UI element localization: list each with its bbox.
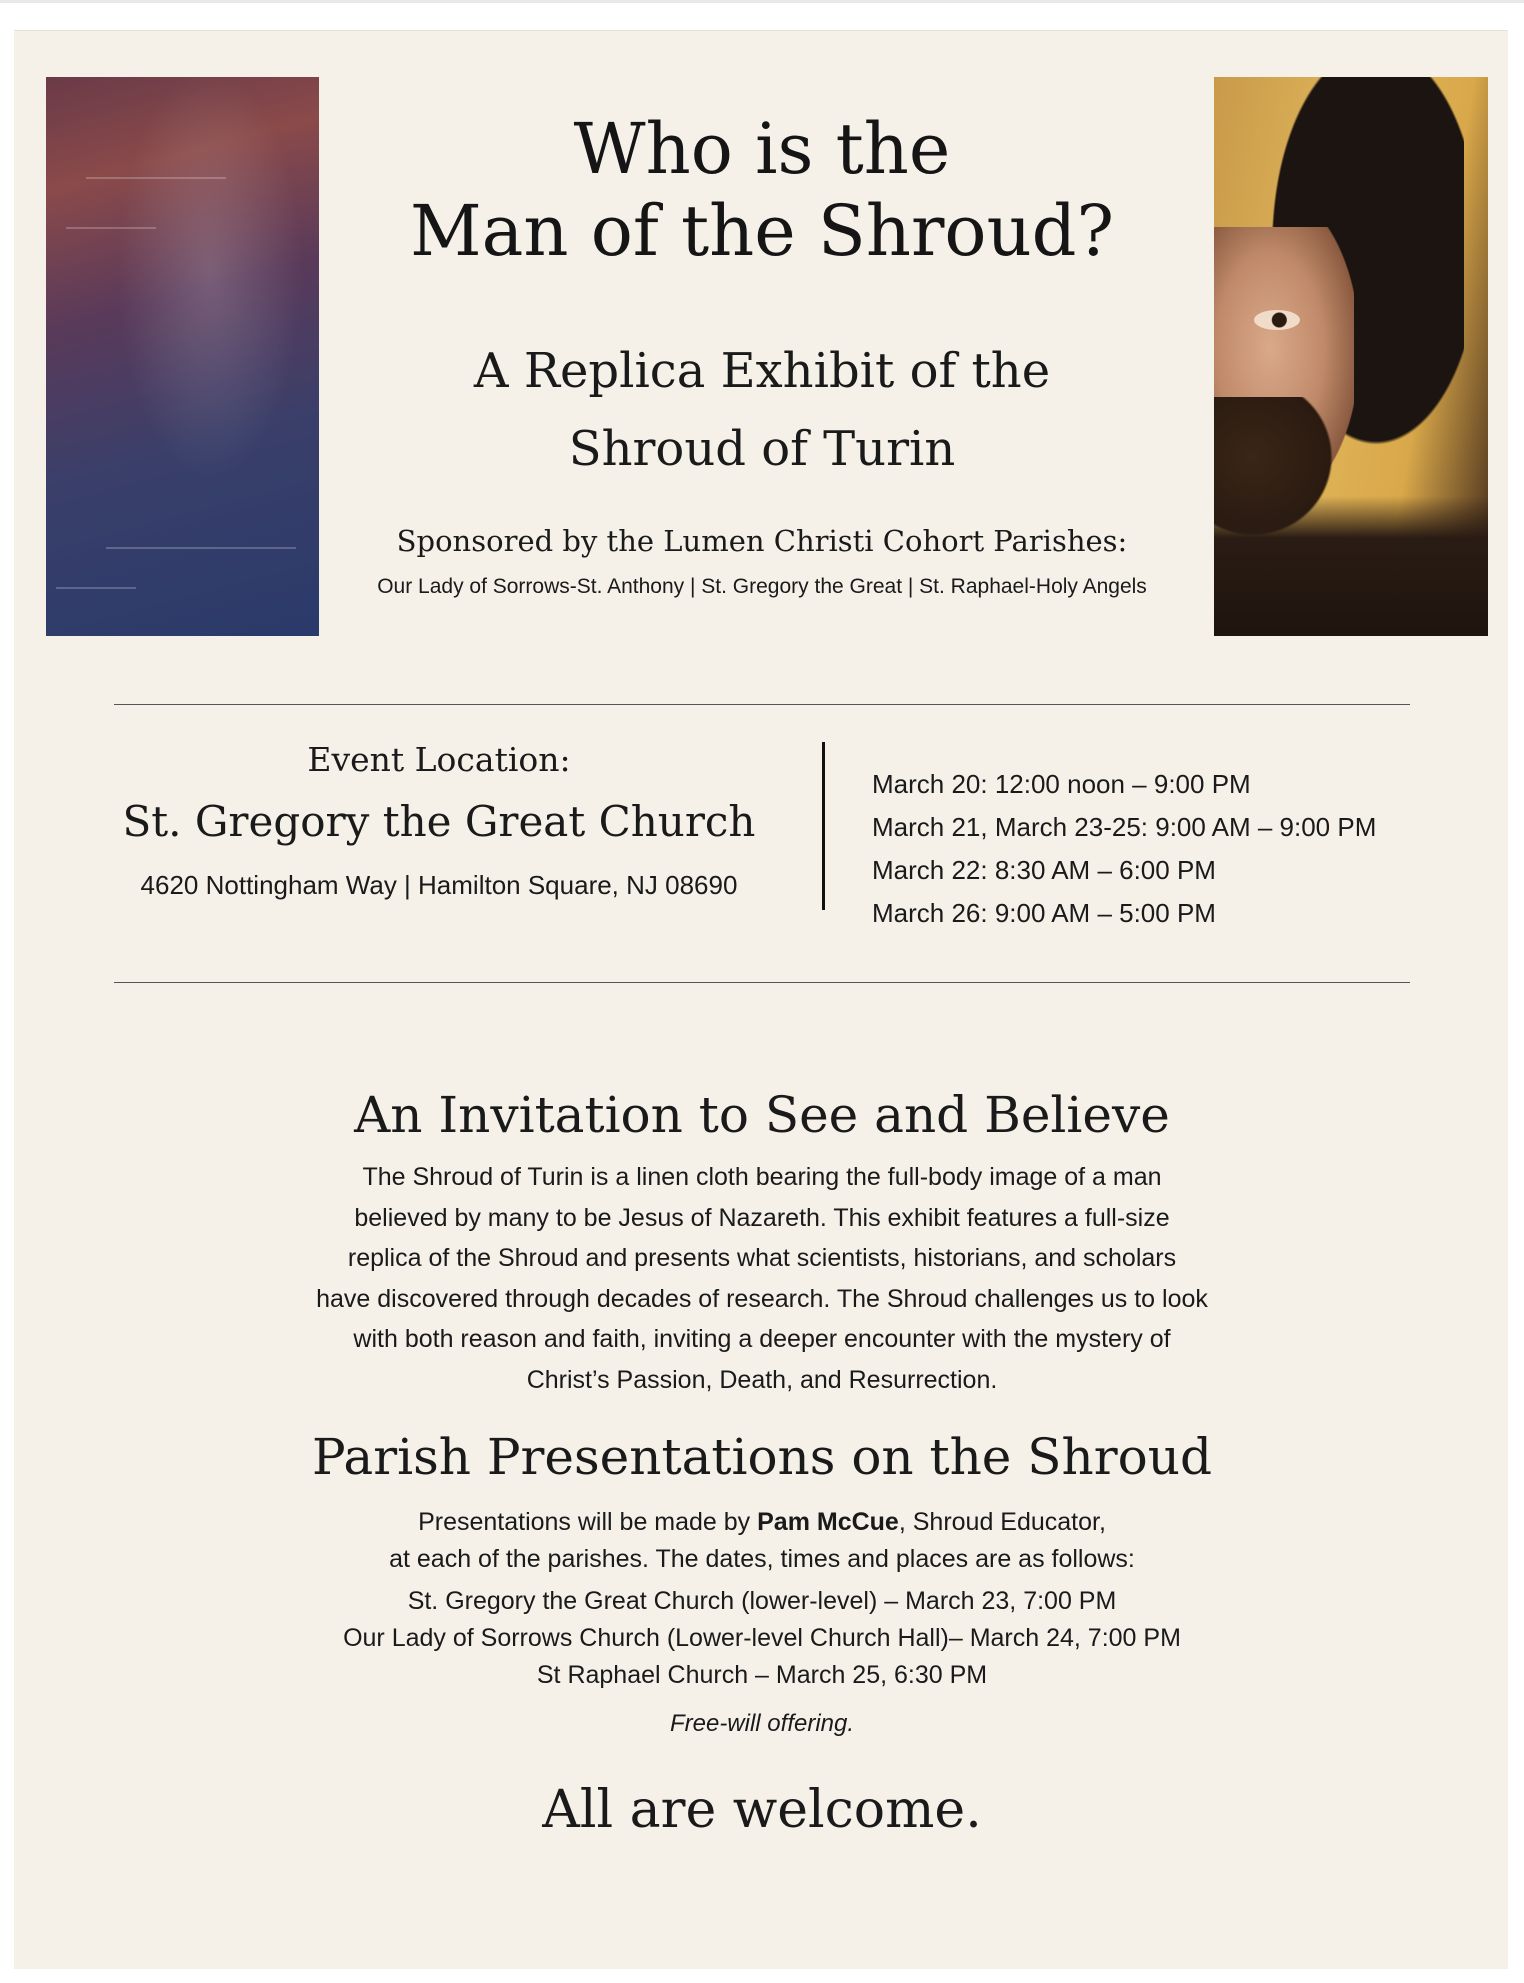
presentations-intro: Presentations will be made by Pam McCue, Shroud Educator, at each of the parishes. The dates, times and places are as follows: — [389, 1508, 1135, 1573]
flyer-title: Who is the Man of the Shroud? — [410, 108, 1114, 272]
vertical-divider — [822, 742, 825, 910]
hours-line: March 20: 12:00 noon – 9:00 PM — [872, 769, 1251, 799]
hours-line: March 21, March 23-25: 9:00 AM – 9:00 PM — [872, 812, 1377, 842]
hours-line: March 22: 8:30 AM – 6:00 PM — [872, 855, 1216, 885]
presenter-name: Pam McCue — [757, 1508, 899, 1536]
welcome-line: All are welcome. — [542, 1780, 982, 1840]
invitation-text: The Shroud of Turin is a linen cloth bearing the full-body image of a man believed by many to be Jesus of Nazareth. This exhibit features a full-size replica of the Shroud and presents what scientists, historians, and scholars have discovered through decades of research. The Shroud challenges us to look with both reason and faith, inviting a deeper encounter with the mystery of Christ’s Passion, Death, and Resurrection. — [316, 1163, 1208, 1394]
parish-list: Our Lady of Sorrows-St. Anthony | St. Gregory the Great | St. Raphael-Holy Angels — [377, 575, 1147, 598]
top-border — [0, 0, 1524, 3]
event-location — [114, 740, 764, 901]
schedule-item: St Raphael Church – March 25, 6:30 PM — [536, 1661, 988, 1689]
divider-top — [114, 704, 1410, 705]
eye-icon — [1254, 310, 1300, 330]
location-church: St. Gregory the Great Church — [122, 797, 756, 846]
presentations-heading: Parish Presentations on the Shroud — [312, 1428, 1212, 1486]
location-address: 4620 Nottingham Way | Hamilton Square, NJ 08690 — [140, 870, 738, 900]
sponsor-line: Sponsored by the Lumen Christi Cohort Parishes: — [396, 524, 1128, 558]
presentations-schedule — [0, 1583, 1524, 1694]
schedule-item: Our Lady of Sorrows Church (Lower-level Church Hall)– March 24, 7:00 PM — [343, 1624, 1181, 1652]
event-hours — [872, 763, 1376, 935]
invitation-heading: An Invitation to See and Believe — [354, 1086, 1170, 1144]
flyer-subtitle: A Replica Exhibit of the Shroud of Turin — [473, 343, 1051, 477]
hours-line: March 26: 9:00 AM – 5:00 PM — [872, 898, 1216, 928]
offering-note: Free-will offering. — [669, 1710, 855, 1737]
divider-bottom — [114, 982, 1410, 983]
schedule-item: St. Gregory the Great Church (lower-level) – March 23, 7:00 PM — [407, 1587, 1117, 1615]
location-label: Event Location: — [307, 740, 571, 779]
